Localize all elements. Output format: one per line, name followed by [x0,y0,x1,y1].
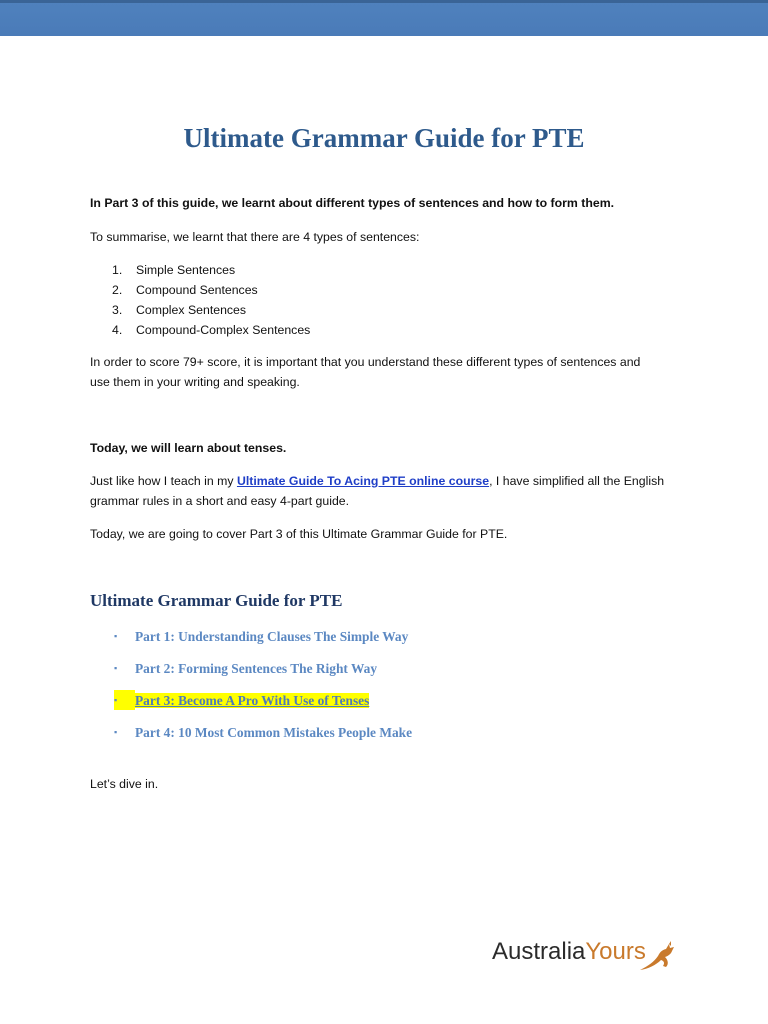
guide-item-part-1[interactable]: ▪ Part 1: Understanding Clauses The Simple Way [114,626,408,647]
today-paragraph: Today, we will learn about tenses. [90,441,287,455]
bullet-icon: ▪ [114,631,118,641]
guide-item-part-4[interactable]: ▪ Part 4: 10 Most Common Mistakes People Make [114,722,412,743]
kangaroo-icon [638,940,680,972]
sentence-types-list [112,260,310,340]
bullet-icon: ▪ [114,727,118,737]
list-item: 2. Compound Sentences [112,283,258,297]
bullet-icon: ▪ [114,663,118,673]
cover-paragraph: Today, we are going to cover Part 3 of this Ultimate Grammar Guide for PTE. [90,527,508,541]
intro-paragraph: In Part 3 of this guide, we learnt about different types of sentences and how to form them. [90,196,615,210]
list-item: 4. Compound-Complex Sentences [112,323,311,337]
list-item: 3. Complex Sentences [112,303,247,317]
page-title: Ultimate Grammar Guide for PTE [183,123,585,153]
list-item: 1. Simple Sentences [112,263,236,277]
course-link[interactable]: Ultimate Guide To Acing PTE online course [236,474,490,488]
teach-paragraph: Just like how I teach in my Ultimate Guide To Acing PTE online course, I have simplified all the English grammar rules in a short and easy 4-part guide. [90,474,665,508]
guide-item-part-3[interactable]: ▪ Part 3: Become A Pro With Use of Tenses [114,690,369,711]
closing-paragraph: Let’s dive in. [90,777,159,791]
importance-paragraph: In order to score 79+ score, it is important that you understand these different types of sentences and use them in your writing and speaking. [90,355,641,389]
summary-paragraph: To summarise, we learnt that there are 4 types of sentences: [90,230,420,244]
guide-item-part-2[interactable]: ▪ Part 2: Forming Sentences The Right Way [114,658,377,679]
bullet-icon: ▪ [114,690,135,710]
guide-heading: Ultimate Grammar Guide for PTE [90,591,343,610]
australiayours-logo: AustraliaYours [492,938,646,965]
header-bar [0,0,768,36]
